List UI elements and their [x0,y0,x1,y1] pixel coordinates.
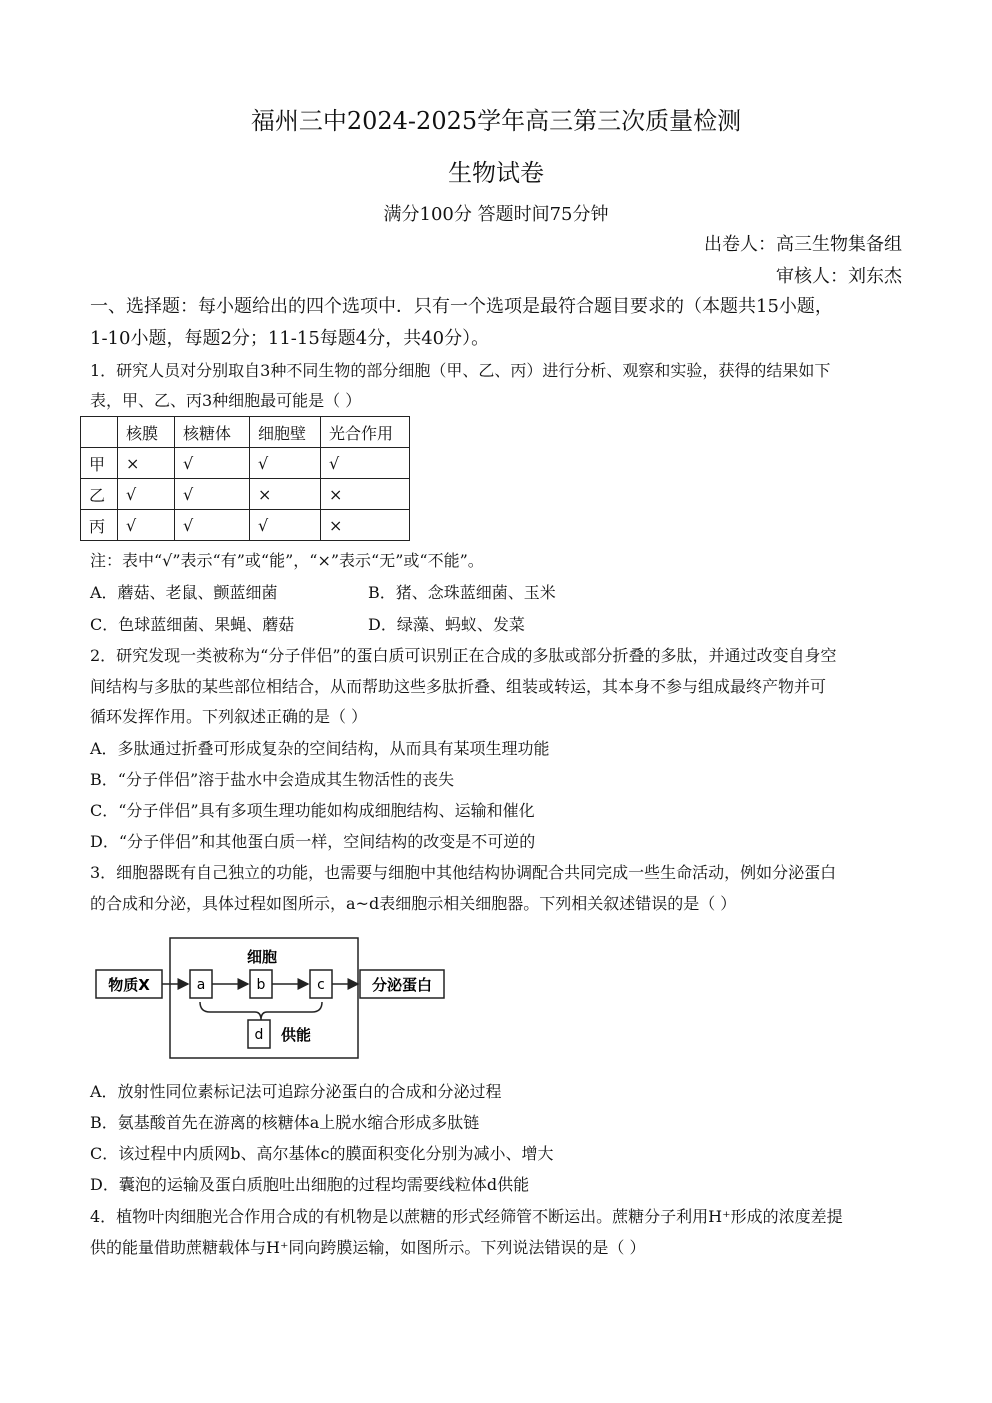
q3-option-d: D．囊泡的运输及蛋白质胞吐出细胞的过程均需要线粒体d供能 [90,1175,530,1194]
q1-option-a: A．蘑菇、老鼠、颤蓝细菌 [90,583,278,602]
table-cell: √ [250,448,321,479]
table-cell: 核糖体 [175,417,250,448]
section-heading-line2: 1-10小题，每题2分；11-15每题4分，共40分）。 [90,328,490,349]
organelle-a-label: a [196,977,206,993]
table-row [81,448,410,479]
output-label: 分泌蛋白 [371,976,433,994]
table-cell: √ [118,479,175,510]
q2-option-d: D．“分子伴侣”和其他蛋白质一样，空间结构的改变是不可逆的 [90,832,536,851]
table-cell [81,417,118,448]
q1-option-d: D．绿藻、蚂蚁、发菜 [368,615,525,634]
table-cell: √ [175,448,250,479]
energy-label: 供能 [280,1026,312,1044]
secretion-flow-diagram [90,932,450,1062]
q1-stem-line1: 1．研究人员对分别取自3种不同生物的部分细胞（甲、乙、丙）进行分析、观察和实验，获得的结果如下 [90,361,831,380]
q2-stem-line1: 2．研究发现一类被称为“分子伴侣”的蛋白质可识别正在合成的多肽或部分折叠的多肽，并通过改变自身空 [90,646,837,665]
table-header-row [81,417,410,448]
q1-option-c: C．色球蓝细菌、果蝇、蘑菇 [90,615,295,634]
input-label: 物质X [108,976,150,994]
table-row [81,479,410,510]
table-cell: × [250,479,321,510]
organelle-c-label: c [317,977,325,993]
q3-option-b: B．氨基酸首先在游离的核糖体a上脱水缩合形成多肽链 [90,1113,480,1132]
q2-stem-line2: 间结构与多肽的某些部位相结合，从而帮助这些多肽折叠、组装或转运，其本身不参与组成最终产物并可 [90,677,827,696]
q3-stem-line1: 3．细胞器既有自己独立的功能，也需要与细胞中其他结构协调配合共同完成一些生命活动，例如分泌蛋白 [90,863,837,882]
table-cell: × [118,448,175,479]
table-cell: √ [250,510,321,541]
exam-reviewer: 审核人：刘东杰 [776,266,902,287]
table-cell: √ [118,510,175,541]
table-cell: 丙 [81,510,118,541]
organelle-b-label: b [256,977,266,993]
exam-author: 出卷人：高三生物集备组 [704,234,902,255]
q4-stem-line1: 4．植物叶肉细胞光合作用合成的有机物是以蔗糖的形式经筛管不断运出。蔗糖分子利用H⁺形成的浓度差提 [90,1207,843,1226]
table-cell: 乙 [81,479,118,510]
q2-option-c: C．“分子伴侣”具有多项生理功能如构成细胞结构、运输和催化 [90,801,535,820]
exam-title: 福州三中2024-2025学年高三第三次质量检测 [250,107,742,135]
q3-stem-line2: 的合成和分泌，具体过程如图所示，a~d表细胞示相关细胞器。下列相关叙述错误的是（ ） [90,894,737,913]
table-cell: √ [321,448,410,479]
exam-subject: 生物试卷 [448,159,544,187]
organelle-d-label: d [254,1027,264,1043]
table-cell: √ [175,479,250,510]
table-cell: × [321,479,410,510]
q2-option-b: B．“分子伴侣”溶于盐水中会造成其生物活性的丧失 [90,770,455,789]
energy-brace [200,1002,322,1020]
section-heading-line1: 一、选择题：每小题给出的四个选项中．只有一个选项是最符合题目要求的（本题共15小题， [90,296,833,317]
table-row [81,510,410,541]
exam-meta: 满分100分 答题时间75分钟 [383,204,609,225]
cell-label: 细胞 [246,948,278,966]
q3-option-a: A．放射性同位素标记法可追踪分泌蛋白的合成和分泌过程 [90,1082,502,1101]
table-cell: × [321,510,410,541]
q3-option-c: C．该过程中内质网b、高尔基体c的膜面积变化分别为减小、增大 [90,1144,554,1163]
table-cell: 光合作用 [321,417,410,448]
table-cell: 细胞壁 [250,417,321,448]
table-cell: 核膜 [118,417,175,448]
q2-option-a: A．多肽通过折叠可形成复杂的空间结构，从而具有某项生理功能 [90,739,550,758]
q1-note: 注：表中“√”表示“有”或“能”，“×”表示“无”或“不能”。 [90,551,484,570]
q2-stem-line3: 循环发挥作用。下列叙述正确的是（ ） [90,707,368,726]
q1-stem-line2: 表，甲、乙、丙3种细胞最可能是（ ） [90,391,362,410]
q4-stem-line2: 供的能量借助蔗糖载体与H⁺同向跨膜运输，如图所示。下列说法错误的是（ ） [90,1238,646,1257]
q1-option-b: B．猪、念珠蓝细菌、玉米 [368,583,556,602]
table-cell: 甲 [81,448,118,479]
q1-table [80,416,410,541]
table-cell: √ [175,510,250,541]
